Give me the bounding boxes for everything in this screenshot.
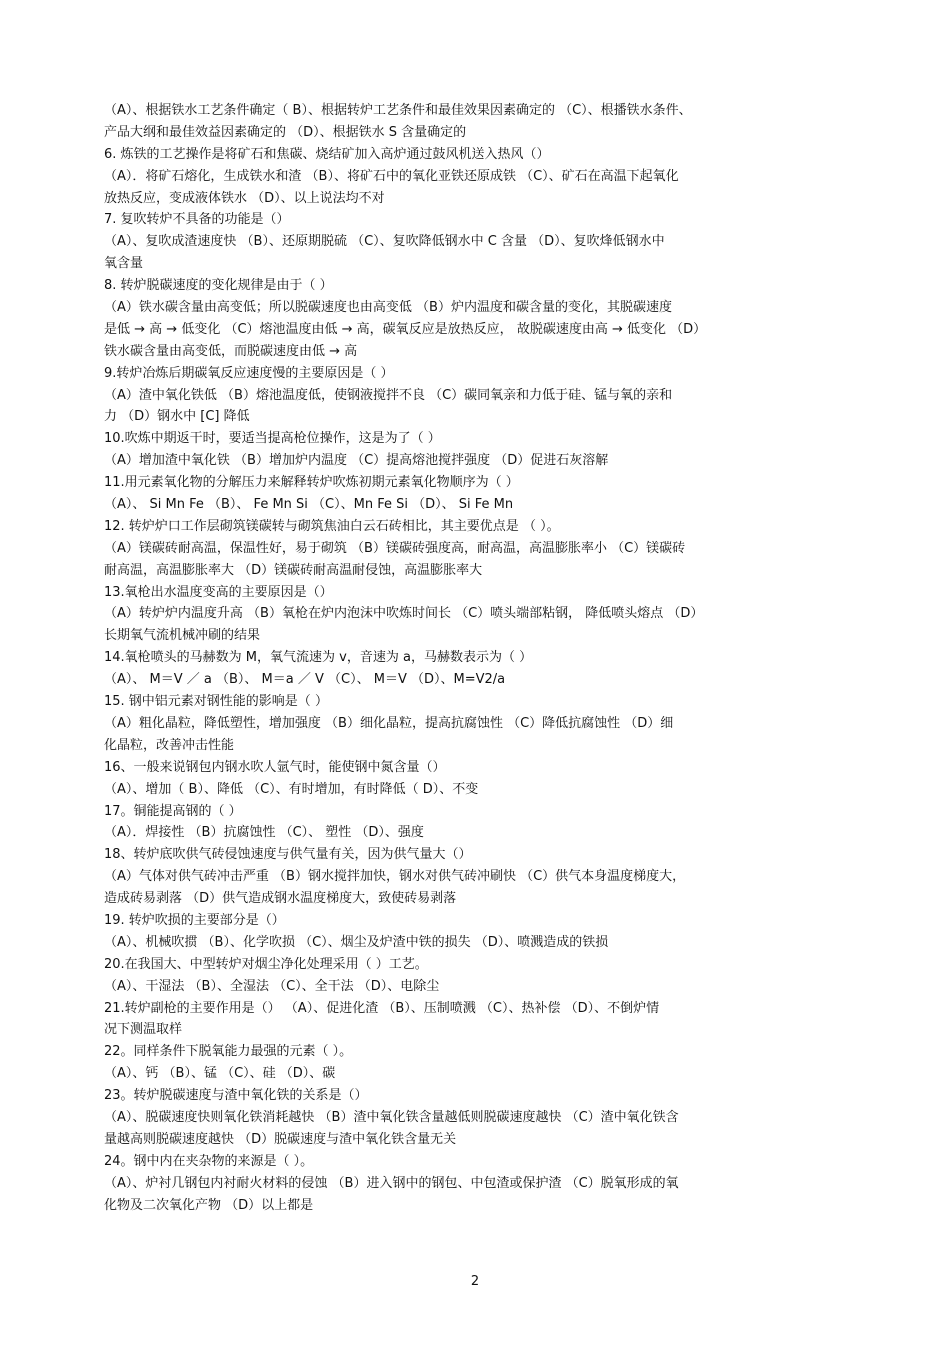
text-line: 力 （D）钢水中 [C] 降低	[104, 409, 250, 425]
text-line: （A）粗化晶粒，降低塑性，增加强度 （B）细化晶粒，提高抗腐蚀性 （C）降低抗腐蚀性 （D）细	[104, 715, 674, 731]
text-line: 19. 转炉吹损的主要部分是（）	[104, 912, 285, 928]
text-line: 是低 → 高 → 低变化 （C）熔池温度由低 → 高，碳氧反应是放热反应， 故脱碳速度由高 → 低变化 （D）	[104, 321, 707, 337]
text-line: 16、一般来说钢包内钢水吹人氩气时，能使钢中氮含量（）	[104, 759, 446, 775]
text-line: 铁水碳含量由高变低，而脱碳速度由低 → 高	[104, 343, 358, 359]
text-line: （A）、脱碳速度快则氧化铁消耗越快 （B）渣中氧化铁含量越低则脱碳速度越快 （C）渣中氧化铁含	[104, 1109, 679, 1125]
text-line: （A）镁碳砖耐高温，保温性好，易于砌筑 （B）镁碳砖强度高，耐高温，高温膨胀率小 （C）镁碳砖	[104, 540, 686, 556]
text-line: 21.转炉副枪的主要作用是（） （A）、促进化渣 （B）、压制喷溅 （C）、热补偿 （D）、不倒炉情	[104, 1000, 660, 1016]
text-line: （A）铁水碳含量由高变低；所以脱碳速度也由高变低 （B）炉内温度和碳含量的变化，其脱碳速度	[104, 300, 672, 316]
text-line: 况下测温取样	[104, 1022, 183, 1038]
text-line: 氧含量	[104, 256, 144, 272]
page-number: 2	[470, 1274, 480, 1289]
text-line: 耐高温，高温膨胀率大 （D）镁碳砖耐高温耐侵蚀，高温膨胀率大	[104, 562, 483, 578]
text-line: 24。钢中内在夹杂物的来源是（ ）。	[104, 1153, 314, 1169]
text-line: 长期氧气流机械冲刷的结果	[104, 628, 261, 644]
text-line: （A）．将矿石熔化，生成铁水和渣 （B）、将矿石中的氧化亚铁还原成铁 （C）、矿石在高温下起氧化	[104, 168, 679, 184]
text-line: 量越高则脱碳速度越快 （D）脱碳速度与渣中氧化铁含量无关	[104, 1131, 457, 1147]
text-line: （A）、 Si Mn Fe （B）、 Fe Mn Si （C）、Mn Fe Si （D）、 Si Fe Mn	[104, 497, 514, 513]
text-line: （A）增加渣中氧化铁 （B）增加炉内温度 （C）提高熔池搅拌强度 （D）促进石灰溶解	[104, 453, 609, 469]
text-line: 8. 转炉脱碳速度的变化规律是由于（ ）	[104, 278, 333, 294]
text-line: （A）转炉炉内温度升高 （B）氧枪在炉内泡沫中吹炼时间长 （C）喷头端部粘钢， 降低喷头熔点 （D）	[104, 606, 704, 622]
text-line: 产品大纲和最佳效益因素确定的 （D）、根据铁水 S 含量确定的	[104, 124, 467, 140]
text-line: 10.吹炼中期返干时，要适当提高枪位操作，这是为了（ ）	[104, 431, 441, 447]
text-line: 11.用元素氧化物的分解压力来解释转炉吹炼初期元素氧化物顺序为（ ）	[104, 475, 519, 491]
text-line: （A）、干湿法 （B）、全湿法 （C）、全干法 （D）、电除尘	[104, 978, 440, 994]
text-line: 13.氧枪出水温度变高的主要原因是（）	[104, 584, 333, 600]
text-line: 20.在我国大、中型转炉对烟尘净化处理采用（ ）工艺。	[104, 956, 428, 972]
text-line: 14.氧枪喷头的马赫数为 M，氧气流速为 v，音速为 a，马赫数表示为（ ）	[104, 650, 533, 666]
text-line: （A）、根据铁水工艺条件确定（ B）、根据转炉工艺条件和最佳效果因素确定的 （C）、根播铁水条件、	[104, 103, 692, 118]
text-line: 7. 复吹转炉不具备的功能是（）	[104, 212, 290, 228]
text-line: （A）渣中氧化铁低 （B）熔池温度低，使钢液搅拌不良 （C）碳同氧亲和力低于硅、锰与氧的亲和	[104, 387, 673, 403]
text-line: （A）、增加（ B）、降低 （C）、有时增加，有时降低（ D）、不变	[104, 781, 479, 797]
text-line: 9.转炉冶炼后期碳氧反应速度慢的主要原因是（ ）	[104, 365, 394, 381]
text-line: （A）、炉衬几钢包内衬耐火材料的侵蚀 （B）进入钢中的钢包、中包渣或保护渣 （C）脱氧形成的氧	[104, 1175, 679, 1191]
text-line: 化物及二次氧化产物 （D）以上都是	[104, 1197, 314, 1213]
text-line: 6. 炼铁的工艺操作是将矿石和焦碳、烧结矿加入高炉通过鼓风机送入热风（）	[104, 146, 550, 162]
text-line: 23。转炉脱碳速度与渣中氧化铁的关系是（）	[104, 1088, 368, 1104]
document-body	[104, 100, 849, 1216]
text-line: 17。铜能提高钢的（ ）	[104, 803, 242, 819]
text-line: 22。同样条件下脱氧能力最强的元素（ ）。	[104, 1044, 353, 1060]
text-line: 造成砖易剥落 （D）供气造成钢水温度梯度大，致使砖易剥落	[104, 891, 457, 907]
text-line: （A）、钙 （B）、锰 （C）、硅 （D）、碳	[104, 1066, 336, 1082]
text-line: 18、转炉底吹供气砖侵蚀速度与供气量有关，因为供气量大（）	[104, 847, 472, 863]
text-line: （A）、复吹成渣速度快 （B）、还原期脱硫 （C）、复吹降低钢水中 C 含量 （D）、复吹烽低钢水中	[104, 234, 665, 250]
text-line: （A）、机械吹掼 （B）、化学吹损 （C）、烟尘及炉渣中铁的损失 （D）、喷溅造成的铁损	[104, 934, 609, 950]
text-line: 放热反应，变成液体铁水 （D）、以上说法均不对	[104, 190, 385, 206]
text-line: 12. 转炉炉口工作层砌筑镁碳转与砌筑焦油白云石砖相比，其主要优点是 （ ）。	[104, 518, 560, 534]
text-line: （A）、 M＝V ／ a （B）、 M＝a ／ V （C）、 M＝V （D）、M=V2/a	[104, 672, 506, 688]
text-line: 15. 钢中铝元素对钢性能的影响是（ ）	[104, 694, 328, 710]
text-line: 化晶粒，改善冲击性能	[104, 737, 235, 753]
text-line: （A）．焊接性 （B）抗腐蚀性 （C）、 塑性 （D）、强度	[104, 825, 424, 841]
text-line: （A）气体对供气砖冲击严重 （B）钢水搅拌加快，钢水对供气砖冲刷快 （C）供气本身温度梯度大，	[104, 869, 686, 885]
